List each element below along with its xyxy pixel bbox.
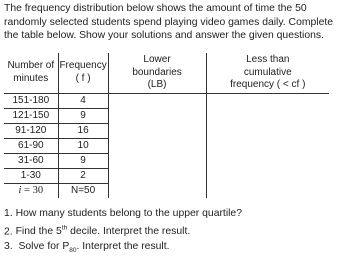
header-lower-line2: boundaries <box>132 66 182 78</box>
header-cumulative-frequency <box>206 53 329 94</box>
table-header-row <box>4 53 329 94</box>
frequency-cell: 9 <box>58 154 108 169</box>
question-text-part: Find the 5 <box>15 226 62 238</box>
header-minutes-line2: minutes <box>13 73 49 84</box>
question-item <box>4 239 344 258</box>
frequency-table <box>4 53 329 198</box>
table-row <box>4 124 329 139</box>
header-cumulative-line2: cumulative <box>243 66 292 78</box>
question-number: 2. <box>4 226 13 238</box>
equals-sign: = <box>21 184 33 196</box>
question-number: 1. <box>4 208 13 219</box>
cumulative-frequency-cell[interactable] <box>206 124 329 139</box>
header-lower-boundaries <box>108 53 206 94</box>
question-item <box>4 206 344 221</box>
frequency-cell: 2 <box>58 169 108 184</box>
lower-boundary-cell[interactable] <box>108 154 206 169</box>
table-row <box>4 109 329 124</box>
frequency-cell: 4 <box>58 94 108 109</box>
cumulative-frequency-cell[interactable] <box>206 169 329 184</box>
questions-list <box>4 206 344 259</box>
cumulative-frequency-cell[interactable] <box>206 94 329 109</box>
intro-paragraph: The frequency distribution below shows the amount of time the 50 randomly selected students spend playing video games daily. Complete the table below. Show your solutions and answer the given questions. <box>4 3 334 42</box>
ordinal-suffix: th <box>61 225 68 232</box>
header-minutes-line1: Number of <box>7 60 55 72</box>
question-text <box>18 241 170 255</box>
cumulative-frequency-cell[interactable] <box>206 139 329 154</box>
table-row <box>4 94 329 109</box>
class-width-value: 30 <box>32 184 44 196</box>
table-total-row <box>4 184 329 199</box>
question-text-part: . Interpret the result. <box>76 241 170 253</box>
question-text <box>16 226 191 237</box>
question-text: How many students belong to the upper quartile? <box>15 208 242 219</box>
class-width-cell <box>4 184 58 199</box>
interval-cell: 151-180 <box>4 94 58 109</box>
interval-cell: 61-90 <box>4 139 58 154</box>
frequency-cell: 10 <box>58 139 108 154</box>
lower-boundary-cell[interactable] <box>108 169 206 184</box>
header-frequency-line2: ( f ) <box>75 73 91 84</box>
question-number: 3. <box>4 241 13 253</box>
class-width-variable: i <box>18 184 22 196</box>
lower-boundary-cell[interactable] <box>108 94 206 109</box>
header-lower-line3: (LB) <box>147 79 167 91</box>
question-item <box>4 221 344 239</box>
header-frequency <box>58 53 108 94</box>
interval-cell: 31-60 <box>4 154 58 169</box>
table-row <box>4 154 329 169</box>
interval-cell: 1-30 <box>4 169 58 184</box>
cumulative-frequency-cell[interactable] <box>206 109 329 124</box>
question-text-part: decile. Interpret the result. <box>67 226 191 238</box>
interval-cell: 91-120 <box>4 124 58 139</box>
frequency-cell: 9 <box>58 109 108 124</box>
lower-boundary-cell[interactable] <box>108 109 206 124</box>
interval-cell: 121-150 <box>4 109 58 124</box>
empty-cell <box>206 184 329 199</box>
header-lower-line1: Lower <box>143 53 171 65</box>
question-text-part: Solve for P <box>18 241 70 253</box>
header-frequency-line1: Frequency <box>59 60 107 72</box>
lower-boundary-cell[interactable] <box>108 124 206 139</box>
cumulative-frequency-cell[interactable] <box>206 154 329 169</box>
table-row <box>4 139 329 154</box>
percentile-subscript: 80 <box>69 247 77 255</box>
header-cumulative-line1: Less than <box>246 53 290 65</box>
frequency-cell: 16 <box>58 124 108 139</box>
empty-cell <box>108 184 206 199</box>
table-row <box>4 169 329 184</box>
total-frequency-cell: N=50 <box>58 184 108 199</box>
header-number-of-minutes <box>4 53 58 94</box>
header-cumulative-line3: frequency ( < cf ) <box>230 79 306 91</box>
lower-boundary-cell[interactable] <box>108 139 206 154</box>
